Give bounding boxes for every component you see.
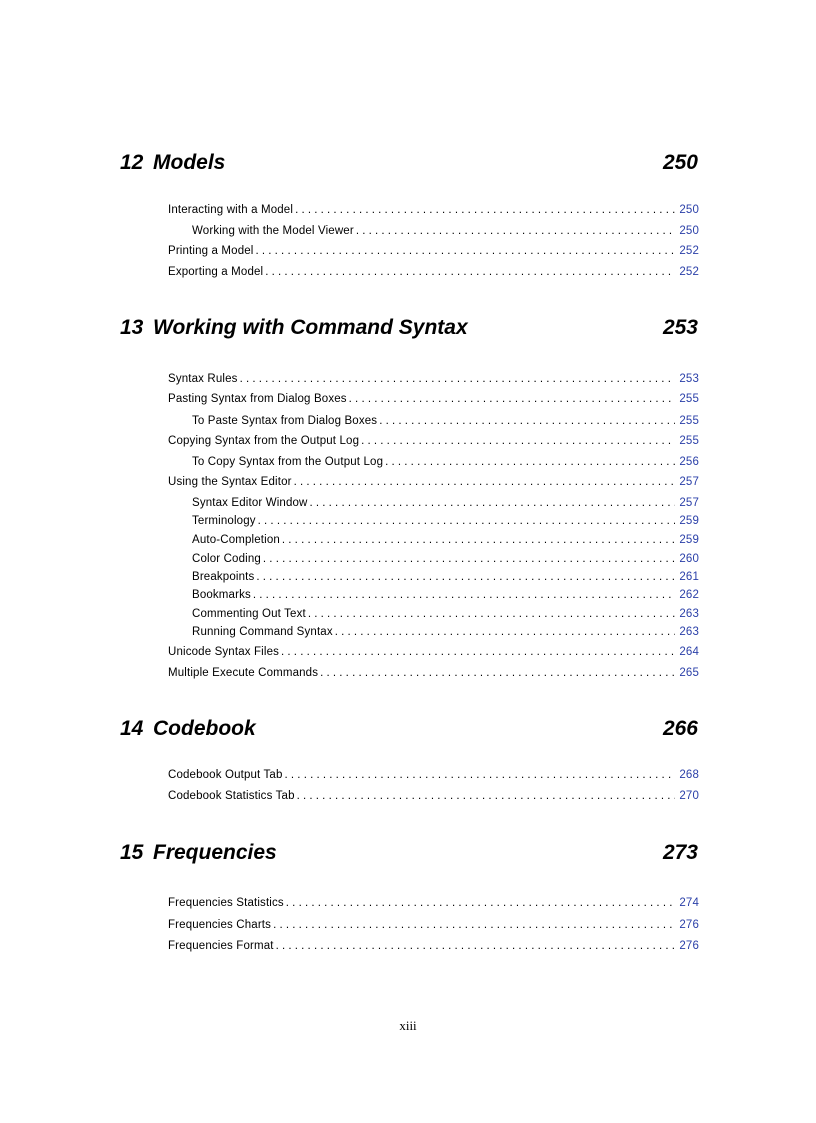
dot-leader xyxy=(256,569,675,585)
dot-leader xyxy=(240,371,676,387)
chapter-title: Frequencies xyxy=(153,841,277,864)
chapter-number: 14 xyxy=(120,717,144,740)
toc-entry[interactable] xyxy=(192,587,699,603)
toc-entry-label[interactable]: Color Coding xyxy=(192,553,261,565)
toc-entry[interactable] xyxy=(192,606,699,622)
chapter-heading xyxy=(120,148,698,178)
toc-page-link[interactable]: 264 xyxy=(679,646,699,658)
dot-leader xyxy=(297,788,676,804)
dot-leader xyxy=(361,433,675,449)
toc-entry-label[interactable]: Codebook Output Tab xyxy=(168,769,283,781)
toc-page-link[interactable]: 252 xyxy=(679,245,699,257)
toc-entry-label[interactable]: Using the Syntax Editor xyxy=(168,476,292,488)
toc-entry-label[interactable]: Codebook Statistics Tab xyxy=(168,790,295,802)
toc-page-link[interactable]: 259 xyxy=(679,534,699,546)
toc-page-link[interactable]: 259 xyxy=(679,515,699,527)
toc-entry[interactable] xyxy=(192,551,699,567)
toc-page-link[interactable]: 276 xyxy=(679,919,699,931)
toc-entry-label[interactable]: Frequencies Charts xyxy=(168,919,272,931)
toc-entry-label[interactable]: Frequencies Format xyxy=(168,940,274,952)
toc-entry[interactable] xyxy=(168,474,699,490)
toc-page-link[interactable]: 252 xyxy=(679,266,699,278)
toc-page-link[interactable]: 255 xyxy=(679,435,699,447)
toc-entry[interactable] xyxy=(192,513,699,529)
toc-entry[interactable] xyxy=(192,569,699,585)
toc-entry[interactable] xyxy=(192,413,699,429)
dot-leader xyxy=(282,532,675,548)
dot-leader xyxy=(273,917,675,933)
toc-entry-label[interactable]: To Paste Syntax from Dialog Boxes xyxy=(192,415,378,427)
toc-entry[interactable] xyxy=(168,665,699,681)
toc-entry-label[interactable]: Syntax Rules xyxy=(168,373,238,385)
toc-entry-label[interactable]: Working with the Model Viewer xyxy=(192,225,354,237)
dot-leader xyxy=(263,551,675,567)
dot-leader xyxy=(285,767,676,783)
dot-leader xyxy=(286,895,676,911)
dot-leader xyxy=(385,454,675,470)
toc-entry-label[interactable]: Bookmarks xyxy=(192,589,251,601)
toc-page-link[interactable]: 253 xyxy=(679,373,699,385)
toc-entry[interactable] xyxy=(168,264,699,280)
toc-entry-label[interactable]: Printing a Model xyxy=(168,245,254,257)
chapter-page: 266 xyxy=(662,717,698,740)
toc-entry-label[interactable]: Pasting Syntax from Dialog Boxes xyxy=(168,393,347,405)
toc-entry-label[interactable]: Multiple Execute Commands xyxy=(168,667,319,679)
toc-entry[interactable] xyxy=(168,938,699,954)
toc-entry-label[interactable]: Syntax Editor Window xyxy=(192,497,308,509)
toc-page-link[interactable]: 257 xyxy=(679,476,699,488)
dot-leader xyxy=(258,513,676,529)
toc-page-link[interactable]: 261 xyxy=(679,571,699,583)
dot-leader xyxy=(253,587,675,603)
toc-entry-label[interactable]: Auto-Completion xyxy=(192,534,280,546)
dot-leader xyxy=(256,243,676,259)
dot-leader xyxy=(320,665,675,681)
toc-page-link[interactable]: 257 xyxy=(679,497,699,509)
chapter-heading xyxy=(120,714,698,744)
toc-entry-label[interactable]: To Copy Syntax from the Output Log xyxy=(192,456,384,468)
toc-page-link[interactable]: 256 xyxy=(679,456,699,468)
toc-entry[interactable] xyxy=(192,532,699,548)
toc-entry[interactable] xyxy=(168,895,699,911)
dot-leader xyxy=(356,223,676,239)
dot-leader xyxy=(349,391,676,407)
toc-entry[interactable] xyxy=(168,788,699,804)
chapter-title: Working with Command Syntax xyxy=(153,316,468,339)
toc-entry[interactable] xyxy=(192,223,699,239)
toc-entry-label[interactable]: Frequencies Statistics xyxy=(168,897,284,909)
toc-entry[interactable] xyxy=(168,433,699,449)
chapter-title: Models xyxy=(153,151,226,174)
toc-page-link[interactable]: 255 xyxy=(679,393,699,405)
chapter-number: 12 xyxy=(120,151,144,174)
toc-entry[interactable] xyxy=(192,624,699,640)
toc-entry-label[interactable]: Breakpoints xyxy=(192,571,255,583)
toc-entry[interactable] xyxy=(168,243,699,259)
toc-page-link[interactable]: 268 xyxy=(679,769,699,781)
toc-page-link[interactable]: 263 xyxy=(679,608,699,620)
dot-leader xyxy=(335,624,676,640)
chapter-heading xyxy=(120,313,698,343)
dot-leader xyxy=(310,495,676,511)
toc-page-link[interactable]: 276 xyxy=(679,940,699,952)
dot-leader xyxy=(276,938,676,954)
chapter-page: 273 xyxy=(662,841,698,864)
toc-page-link[interactable]: 270 xyxy=(679,790,699,802)
toc-entry-label[interactable]: Commenting Out Text xyxy=(192,608,306,620)
toc-entry-label[interactable]: Unicode Syntax Files xyxy=(168,646,280,658)
dot-leader xyxy=(265,264,675,280)
toc-entry-label[interactable]: Copying Syntax from the Output Log xyxy=(168,435,360,447)
toc-entry-label[interactable]: Exporting a Model xyxy=(168,266,264,278)
page-number-footer: xiii xyxy=(399,1018,417,1033)
dot-leader xyxy=(308,606,676,622)
toc-page-link[interactable]: 274 xyxy=(679,897,699,909)
toc-entry[interactable] xyxy=(168,202,699,218)
toc-page-link[interactable]: 263 xyxy=(679,626,699,638)
toc-entry-label[interactable]: Running Command Syntax xyxy=(192,626,333,638)
toc-entry[interactable] xyxy=(192,454,699,470)
dot-leader xyxy=(281,644,675,660)
chapter-page: 250 xyxy=(662,151,698,174)
toc-page-link[interactable]: 255 xyxy=(679,415,699,427)
toc-entry[interactable] xyxy=(168,391,699,407)
toc-entry[interactable] xyxy=(192,495,699,511)
toc-entry[interactable] xyxy=(168,371,699,387)
chapter-number: 15 xyxy=(120,841,144,864)
chapter-heading xyxy=(120,838,698,868)
chapter-page: 253 xyxy=(662,316,698,339)
toc-entry-label[interactable]: Interacting with a Model xyxy=(168,204,294,216)
toc-entry-label[interactable]: Terminology xyxy=(192,515,256,527)
toc-entry[interactable] xyxy=(168,917,699,933)
dot-leader xyxy=(294,474,676,490)
toc-entry[interactable] xyxy=(168,644,699,660)
chapter-title: Codebook xyxy=(153,717,256,740)
toc-page-link[interactable]: 262 xyxy=(679,589,699,601)
chapter-number: 13 xyxy=(120,316,144,339)
dot-leader xyxy=(295,202,675,218)
toc-page-link[interactable]: 250 xyxy=(679,225,699,237)
toc-page-link[interactable]: 250 xyxy=(679,204,699,216)
dot-leader xyxy=(379,413,675,429)
toc-entry[interactable] xyxy=(168,767,699,783)
toc-page-link[interactable]: 260 xyxy=(679,553,699,565)
toc-page-link[interactable]: 265 xyxy=(679,667,699,679)
